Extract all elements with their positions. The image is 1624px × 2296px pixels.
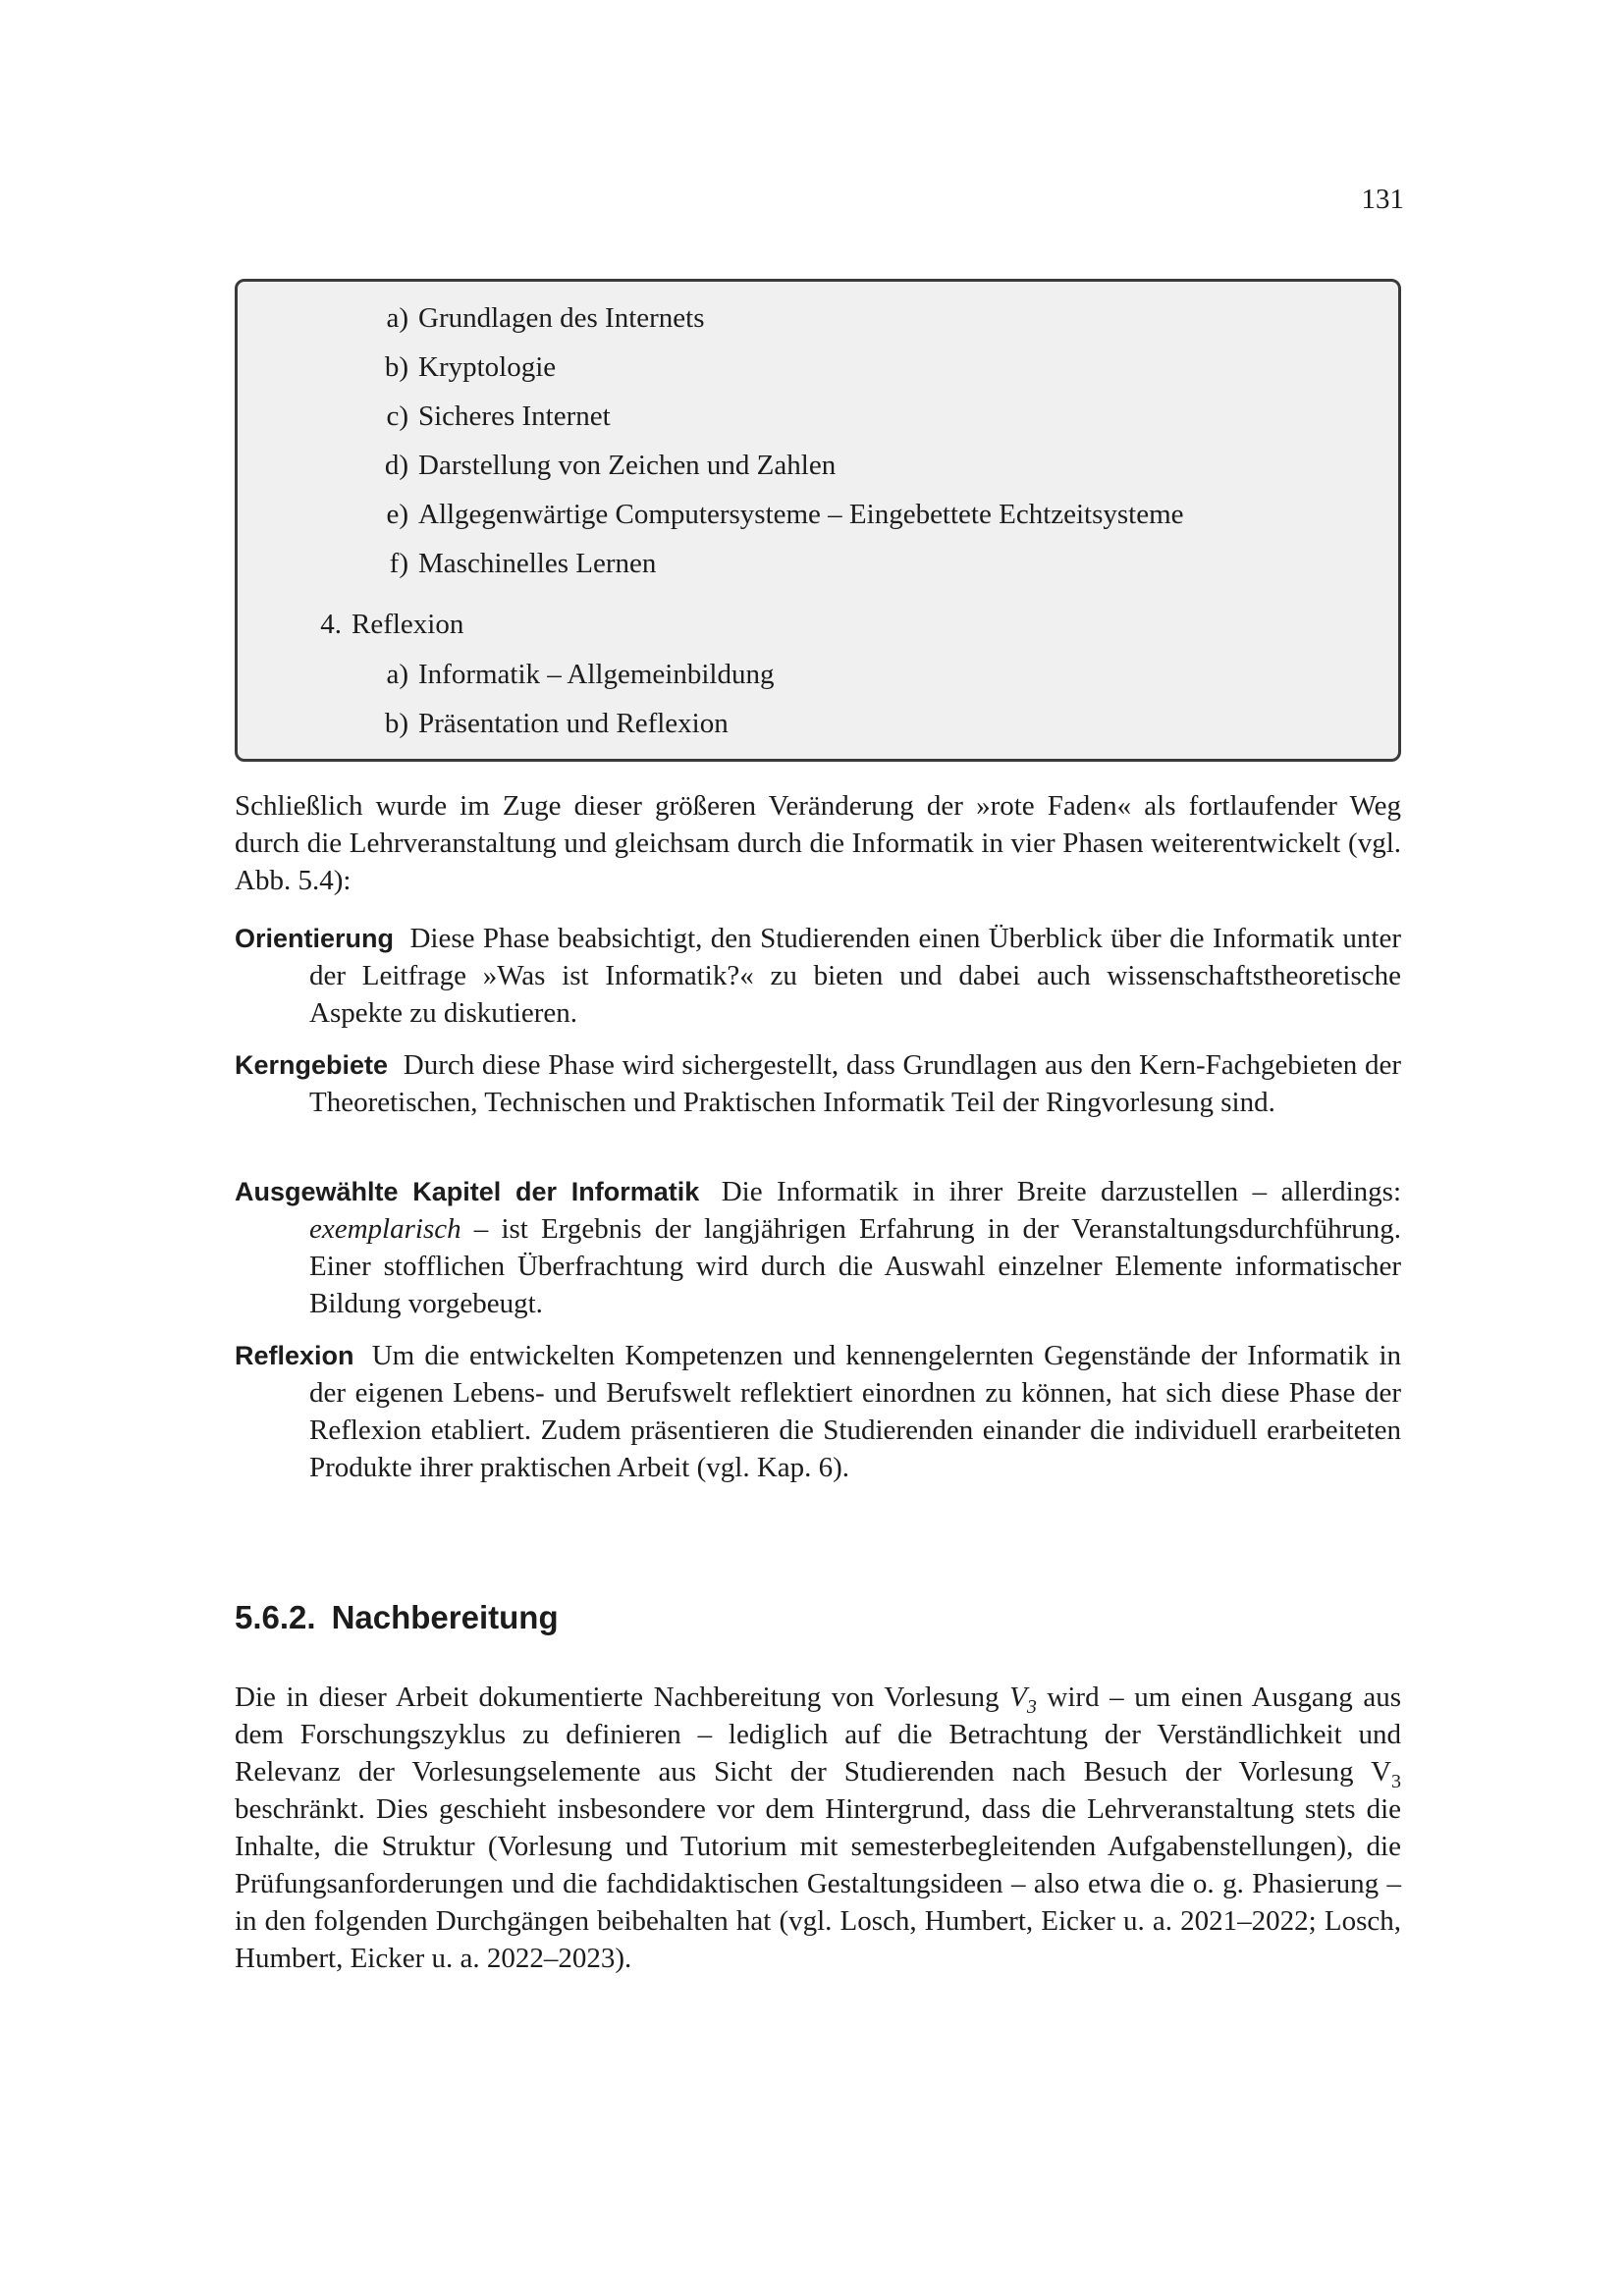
phase-reflexion <box>235 1337 1401 1486</box>
list-item <box>384 707 729 740</box>
phase-term: Ausgewählte Kapitel der Informatik <box>235 1177 700 1206</box>
phase-text: Die Informatik in ihrer Breite darzustellen – allerdings: <box>721 1176 1402 1207</box>
list-item-label: a) <box>386 659 408 690</box>
phase-term: Kerngebiete <box>235 1050 389 1080</box>
intro-paragraph: Schließlich wurde im Zuge dieser größeren Veränderung der »rote Faden« als fortlaufender Weg durch die Lehrveranstaltung und gleichsam durch die Informatik in vier Phasen weiterentwickelt (vgl. Abb. 5.4): <box>235 790 1401 896</box>
phase-term: Orientierung <box>235 924 395 953</box>
paragraph-text: Die in dieser Arbeit dokumentierte Nachbereitung von Vorlesung <box>235 1682 1000 1713</box>
list-item-text: Reflexion <box>352 609 464 640</box>
list-item-label: b) <box>384 708 408 739</box>
list-item-top-level <box>320 608 464 641</box>
phase-text: Um die entwickelten Kompetenzen und kennengelernten Gegenstände der Informatik in der eigenen Lebens- und Berufswelt reflektiert einordnen zu können, hat sich diese Phase der Reflexion etabliert. Zudem präsentieren die Studierenden einander die individuell erarbeiteten Produkte ihrer praktischen Arbeit (vgl. Kap. 6). <box>309 1340 1401 1483</box>
phase-orientierung <box>235 920 1401 1032</box>
page-number: 131 <box>1361 184 1404 215</box>
math-v3-italic <box>1009 1682 1037 1718</box>
list-item <box>386 498 1184 531</box>
math-v3-roman <box>1371 1756 1402 1792</box>
paragraph-text: wird – um einen Ausgang aus dem Forschungszyklus zu definieren – lediglich auf die Betrachtung der Verständlichkeit und Relevanz der Vorlesungselemente aus Sicht der Studierenden nach Besuch der Vorlesung <box>235 1682 1402 1788</box>
phase-text: – ist Ergebnis der langjährigen Erfahrung in der Veranstaltungsdurchführung. Einer stofflichen Überfrachtung wird durch die Auswahl einzelner Elemente informatischer Bildung vorgebeugt. <box>309 1213 1402 1319</box>
section-title: Nachbereitung <box>331 1599 559 1635</box>
math-symbol: V <box>1009 1682 1027 1713</box>
math-subscript: 3 <box>1026 1695 1037 1718</box>
math-subscript: 3 <box>1391 1770 1402 1792</box>
list-item <box>386 301 705 335</box>
list-item <box>389 547 657 580</box>
list-item-label: a) <box>386 302 408 334</box>
list-item-text: Präsentation und Reflexion <box>418 708 729 739</box>
list-item-label: c) <box>386 400 408 432</box>
list-item-label: e) <box>386 499 408 530</box>
list-item-label: d) <box>384 450 408 481</box>
list-item <box>384 350 557 384</box>
list-item <box>386 658 775 691</box>
topic-list-box <box>235 279 1401 762</box>
list-item-text: Allgegenwärtige Computersysteme – Eingebettete Echtzeitsysteme <box>418 499 1184 530</box>
list-item <box>386 400 611 433</box>
closing-paragraph <box>235 1679 1401 1977</box>
list-item-text: Darstellung von Zeichen und Zahlen <box>418 450 837 481</box>
list-item-text: Maschinelles Lernen <box>418 548 657 579</box>
phase-term: Reflexion <box>235 1341 354 1370</box>
list-item-text: Grundlagen des Internets <box>418 302 705 334</box>
list-item-text: Sicheres Internet <box>418 400 611 432</box>
phase-text: Diese Phase beabsichtigt, den Studierenden einen Überblick über die Informatik unter der Leitfrage »Was ist Informatik?« zu bieten und dabei auch wissenschaftstheoretische Aspekte zu diskutieren. <box>309 923 1401 1029</box>
phase-kerngebiete <box>235 1046 1401 1121</box>
list-item-label: 4. <box>320 609 342 640</box>
section-heading <box>235 1598 559 1637</box>
section-number: 5.6.2. <box>235 1599 316 1635</box>
phase-emphasis: exemplarisch <box>309 1213 461 1245</box>
math-symbol: V <box>1371 1756 1392 1788</box>
phase-ausgewaehlte-kapitel <box>235 1173 1401 1322</box>
list-item-text: Informatik – Allgemeinbildung <box>418 659 775 690</box>
list-item-text: Kryptologie <box>418 351 557 383</box>
list-item <box>384 449 837 482</box>
list-item-label: b) <box>384 351 408 383</box>
phase-text: Durch diese Phase wird sichergestellt, dass Grundlagen aus den Kern-Fachgebieten der Theoretischen, Technischen und Praktischen Informatik Teil der Ringvorlesung sind. <box>309 1049 1401 1118</box>
list-item-label: f) <box>389 548 408 579</box>
paragraph-text: beschränkt. Dies geschieht insbesondere vor dem Hintergrund, dass die Lehrveranstaltung stets die Inhalte, die Struktur (Vorlesung und Tutorium mit semesterbegleitenden Aufgabenstellungen), die Prüfungsanforderungen und die fachdidaktischen Gestaltungsideen – also etwa die o. g. Phasierung – in den folgenden Durchgängen beibehalten hat (vgl. Losch, Humbert, Eicker u. a. 2021–2022; Losch, Humbert, Eicker u. a. 2022–2023). <box>235 1793 1401 1974</box>
